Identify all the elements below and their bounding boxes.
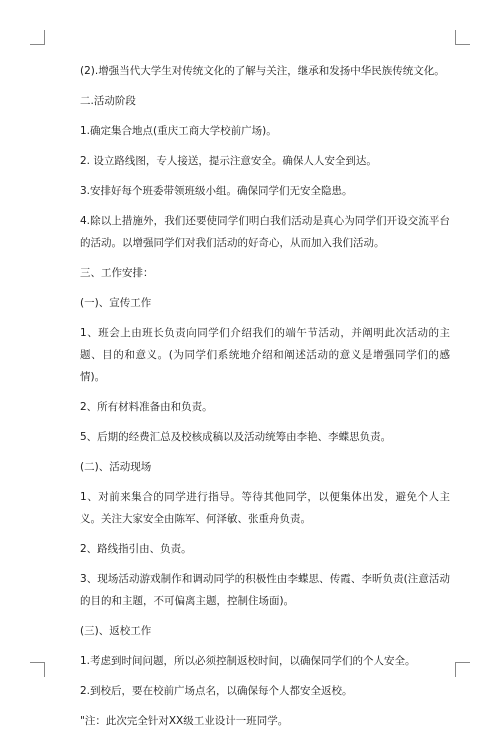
subsection-heading: (一)、宣传工作 [80, 297, 152, 309]
crop-mark-bottom-right [455, 662, 470, 677]
paragraph: 2.到校后，要在校前广场点名，以确保每个人都安全返校。 [80, 685, 353, 697]
document-body [80, 60, 450, 740]
crop-mark-top-right [455, 30, 470, 45]
subsection-heading: (三)、返校工作 [80, 625, 152, 637]
subsection-heading: (二)、活动现场 [80, 461, 152, 473]
paragraph: 1.确定集合地点(重庆工商大学校前广场)。 [80, 125, 277, 137]
paragraph: 1、对前来集合的同学进行指导。等待其他同学，以便集体出发，避免个人主义。关注大家安全由陈军、何泽敏、张重舟负责。 [80, 491, 450, 525]
note: "注：此次完全针对XX级工业设计一班同学。 [80, 715, 289, 727]
paragraph: 1、班会上由班长负责向同学们介绍我们的端午节活动，并阐明此次活动的主题、目的和意义。(为同学们系统地介绍和阐述活动的意义是增强同学们的感情)。 [80, 327, 450, 383]
crop-mark-bottom-left [30, 662, 45, 677]
paragraph: 2、所有材料准备由和负责。 [80, 401, 213, 413]
section-heading: 三、工作安排： [80, 267, 154, 279]
paragraph: 3.安排好每个班委带领班级小组。确保同学们无安全隐患。 [80, 185, 353, 197]
paragraph: 1.考虑到时间问题，所以必须控制返校时间，以确保同学们的个人安全。 [80, 655, 416, 667]
paragraph: (2).增强当代大学生对传统文化的了解与关注，继承和发扬中华民族传统文化。 [80, 65, 445, 77]
paragraph: 3、现场活动游戏制作和调动同学的积极性由李蝶思、传霞、李昕负责(注意活动的目的和主题，不可偏离主题，控制住场面)。 [80, 573, 450, 607]
paragraph: 4.除以上措施外，我们还要使同学们明白我们活动是真心为同学们开设交流平台的活动。以增强同学们对我们活动的好奇心，从而加入我们活动。 [80, 215, 450, 249]
paragraph: 5、后期的经费汇总及校核成稿以及活动统筹由李艳、李蝶思负责。 [80, 431, 392, 443]
section-heading: 二.活动阶段 [80, 95, 136, 107]
paragraph: 2、路线指引由、负责。 [80, 543, 192, 555]
crop-mark-top-left [30, 30, 45, 45]
paragraph: 2. 设立路线图，专人接送，提示注意安全。确保人人安全到达。 [80, 155, 377, 167]
